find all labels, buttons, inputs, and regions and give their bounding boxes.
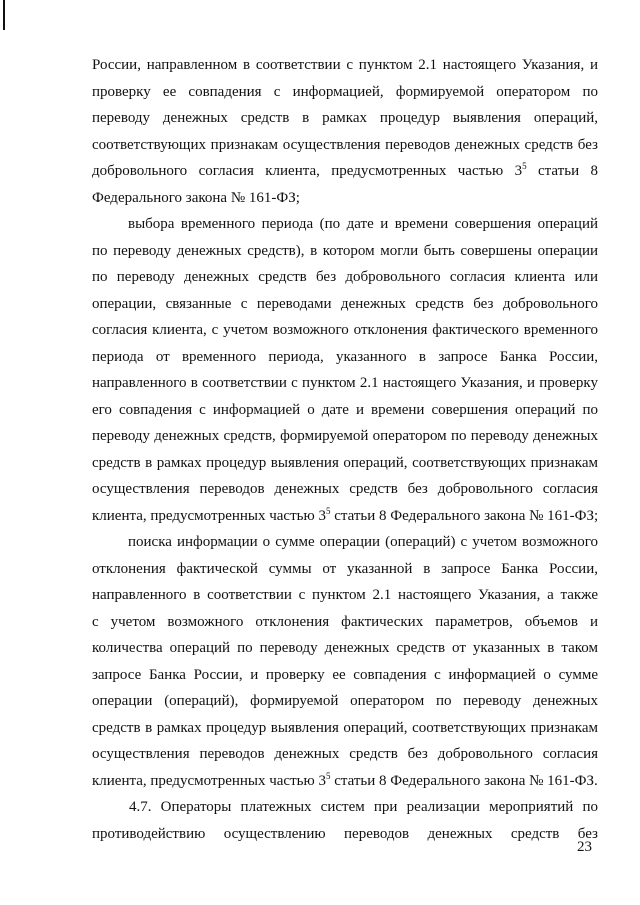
text-line: согласия клиента, с учетом возможного отклонения фактического временного: [92, 322, 598, 338]
text-line: России, направленном в соответствии с пунктом 2.1 настоящего Указания, и: [92, 57, 598, 73]
superscript: 5: [325, 770, 331, 781]
text-line: отклонения фактической суммы от указанной в запросе Банка России,: [92, 560, 598, 577]
text-line: осуществления переводов денежных средств без добровольного согласия: [92, 481, 598, 497]
text-line: переводу денежных средств в рамках процедур выявления операций,: [92, 110, 598, 126]
text-line: по переводу денежных средств), в котором могли быть совершены операции: [92, 242, 598, 259]
text-line: Федерального закона № 161-ФЗ;: [92, 189, 300, 206]
body-text: [92, 52, 598, 847]
text-line: по переводу денежных средств без добровольного согласия клиента или: [92, 269, 598, 285]
paragraph-start-line: выбора временного периода (по дате и времени совершения операций: [128, 216, 598, 232]
text-line: осуществления переводов денежных средств без добровольного согласия: [92, 746, 598, 762]
text-line: клиента, предусмотренных частью $3^5$ статьи 8 Федерального закона № 161-ФЗ.: [92, 770, 598, 789]
text-line: периода от временного периода, указанного в запросе Банка России,: [92, 348, 598, 365]
text-line: добровольного согласия клиента, предусмотренных частью $3^5$ статьи 8: [92, 161, 598, 179]
text-line: противодействию осуществлению переводов денежных средств без: [92, 825, 598, 842]
text-line: средств в рамках процедур выявления операций, соответствующих признакам: [92, 719, 598, 736]
text-line: соответствующих признакам осуществления переводов денежных средств без: [92, 136, 598, 153]
text-line: запросе Банка России, и проверку ее совпадения с информацией о сумме: [92, 666, 598, 683]
text-line: средств в рамках процедур выявления операций, соответствующих признакам: [92, 454, 598, 471]
text-line: его совпадения с информацией о дате и времени совершения операций по: [92, 401, 598, 418]
scan-edge-mark: [3, 0, 5, 30]
text-line: направленного в соответствии с пунктом 2.1 настоящего Указания, а также: [92, 587, 598, 603]
text-line: операции, связанные с переводами денежных средств без добровольного: [92, 295, 598, 312]
text-line: с учетом возможного отклонения фактических параметров, объемов и: [92, 613, 598, 630]
page-number: 23: [577, 839, 592, 855]
paragraph-start-line: 4.7. Операторы платежных систем при реализации мероприятий по: [129, 799, 598, 815]
text-line: проверку ее совпадения с информацией, формируемой оператором по: [92, 83, 598, 100]
text-line: клиента, предусмотренных частью $3^5$ статьи 8 Федерального закона № 161-ФЗ;: [92, 505, 599, 524]
text-line: количества операций по переводу денежных средств от указанных в таком: [92, 640, 598, 656]
text-line: направленного в соответствии с пунктом 2.1 настоящего Указания, и проверку: [92, 375, 598, 391]
paragraph-start-line: поиска информации о сумме операции (операций) с учетом возможного: [128, 534, 598, 550]
text-line: операции (операций), формируемой оператором по переводу денежных: [92, 693, 598, 709]
text-line: переводу денежных средств, формируемой оператором по переводу денежных: [92, 428, 598, 444]
superscript: 5: [522, 161, 527, 171]
superscript: 5: [325, 505, 331, 516]
